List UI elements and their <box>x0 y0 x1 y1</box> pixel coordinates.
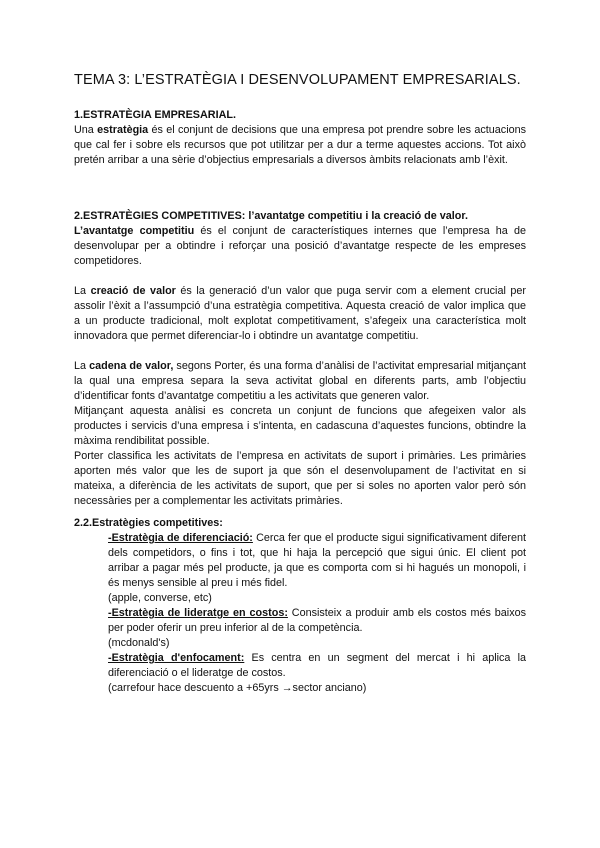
label-diferenciacio-text: -Estratègia de diferenciació: <box>108 532 253 544</box>
section-estrategia-empresarial <box>74 108 526 168</box>
section-2-2-heading: 2.2.Estratègies competitives: <box>74 517 223 529</box>
paragraph-cadena-valor <box>74 359 526 404</box>
text-run: Cerca fer que el producte sigui significativament diferent dels competidors, o fins i tot, que hi haja la percepció que sigui únic. El client pot arribar a pagar més pel producte, ja que es comporta com si hi hagués un monopoli, i és menys sensible al preu i més fidel. <box>108 532 526 589</box>
list-item-costos <box>108 606 526 636</box>
label-enfocament-text: -Estratègia d'enfocament: <box>108 652 245 664</box>
text-run: Consisteix a produir amb els costos més baixos per poder oferir un preu inferior al de la competència. <box>108 607 526 634</box>
text-run: és el conjunt de decisions que una empresa pot prendre sobre les actuacions que cal fer i sobre els recursos que pot utilitzar per a dur a terme aquestes accions. Tot això pretén arribar a una sèrie d’objectius empresarials a diversos àmbits relacionats amb l’èxit. <box>74 124 526 166</box>
label-costos-text: -Estratègia de lideratge en costos: <box>108 607 288 619</box>
term-cadena-valor: cadena de valor, <box>89 360 174 372</box>
paragraph-porter: Porter classifica les activitats de l’empresa en activitats de suport i primàries. Les primàries aporten més valor que les de suport ja que són el desenvolupament de l’activitat en si mateixa, a diferència de les activitats de suport, que per si soles no aporten valor però són necessàries per a complementar les activitats primàries. <box>74 450 526 507</box>
text-run: La <box>74 360 90 372</box>
paragraph-creacio-valor <box>74 284 526 344</box>
term-avantatge: L’avantatge competitiu <box>74 225 195 237</box>
section-estrategies-competitives <box>74 209 526 509</box>
paragraph-avantatge <box>74 224 526 269</box>
section-2-heading: 2.ESTRATÈGIES COMPETITIVES: l’avantatge competitiu i la creació de valor. <box>74 210 468 222</box>
label-enfocament <box>108 652 244 664</box>
text-run: és el conjunt de característiques internes que l’empresa ha de desenvolupar per a obtindre i reforçar una posició d’avantatge respecte de les empreses competidores. <box>74 225 526 267</box>
term-estrategia: estratègia <box>97 124 149 136</box>
paragraph-analisi: Mitjançant aquesta anàlisi es concreta un conjunt de funcions que afegeixen valor als productes i servicis d’una empresa i s’intenta, en cadascuna d’aquestes funcions, obtindre la màxima rendibilitat possible. <box>74 405 526 447</box>
example-diferenciacio: (apple, converse, etc) <box>108 592 212 604</box>
list-item-diferenciacio <box>108 531 526 591</box>
label-costos <box>108 607 288 619</box>
text-run: és la generació d’un valor que puga servir com a element crucial per assolir l’èxit a l’assumpció d’una estratègia competitiva. Aquesta creació de valor implica que a un producte tradicional, molt explotat competitivament, s’afegeix una característica molt innovadora que permet diferenciar-lo i obtindre un avantatge competitiu. <box>74 285 526 342</box>
text-run: Es centra en un segment del mercat i hi aplica la diferenciació o el lideratge de costos. <box>108 652 526 679</box>
example-costos: (mcdonald's) <box>108 637 170 649</box>
section-1-paragraph <box>74 123 526 168</box>
example-enfocament: (carrefour hace descuento a +65yrs →sector anciano) <box>108 682 367 694</box>
text-run: segons Porter, és una forma d’anàlisi de l’activitat empresarial mitjançant la qual una empresa separa la seva activitat global en diferents parts, amb l’objectiu d’identificar fonts d’avantatge competitiu a les activitats que generen valor. <box>74 360 526 402</box>
text-run: La <box>74 285 91 297</box>
list-item-enfocament <box>108 651 526 681</box>
document-title: TEMA 3: L’ESTRATÈGIA I DESENVOLUPAMENT EMPRESARIALS. <box>74 72 521 88</box>
term-creacio-valor: creació de valor <box>90 285 176 297</box>
text-run: Una <box>74 124 98 136</box>
label-diferenciacio <box>108 532 253 544</box>
section-2-2-heading-block <box>74 516 526 531</box>
section-1-heading: 1.ESTRATÈGIA EMPRESARIAL. <box>74 109 236 121</box>
strategies-list <box>108 531 526 696</box>
